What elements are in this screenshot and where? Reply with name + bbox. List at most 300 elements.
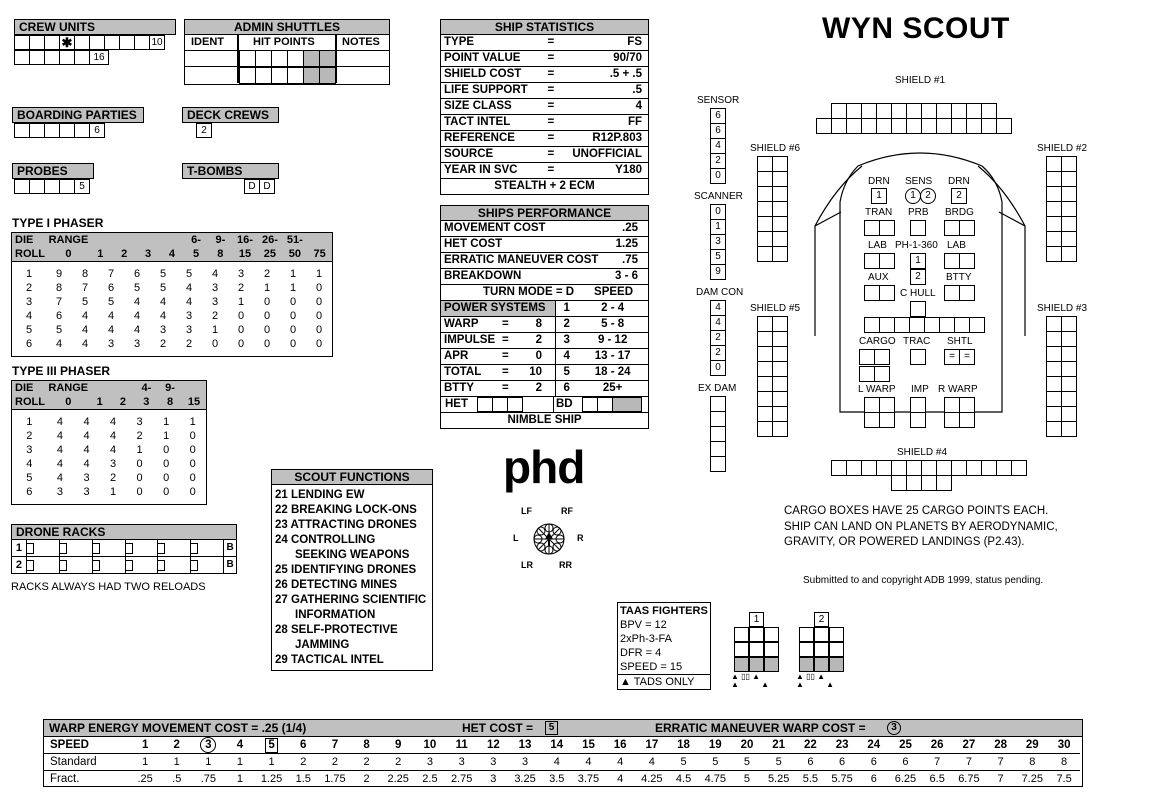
phaser-cell: 0 [315, 324, 323, 336]
phaser-cell: 4 [107, 324, 115, 336]
phaser-cell: 4 [25, 310, 33, 322]
shield-2-label: SHIELD #2 [1037, 143, 1088, 154]
phaser-row [12, 429, 206, 443]
boarding-parties-count: 6 [89, 123, 105, 138]
het-cost-label: HET COST = [462, 721, 534, 735]
phaser-row [12, 337, 332, 351]
phaser-cell: 4 [110, 444, 117, 456]
hit-points-cells [239, 50, 335, 84]
power-row [441, 365, 648, 381]
lwarp-label: L WARP [858, 384, 896, 395]
shield-box [772, 201, 788, 217]
power-row [441, 301, 648, 317]
phaser-cell: 4 [81, 324, 89, 336]
shield-box [1061, 171, 1077, 187]
drone-racks-box [11, 524, 237, 593]
phaser-cell: 3 [133, 338, 141, 350]
power-system [441, 349, 556, 365]
shield-box [772, 376, 788, 392]
phaser-header-cell: 75 [313, 248, 326, 260]
stat-key: TYPE [441, 35, 544, 51]
drone-rack-slot [191, 540, 224, 556]
crew-units-box [14, 19, 176, 65]
drone-rack-slot [158, 540, 191, 556]
movement-cell: 7 [934, 756, 941, 768]
damcon-track [710, 300, 726, 375]
track-box: 6 [710, 123, 726, 139]
phaser-cell: 6 [25, 338, 33, 350]
phaser-header-cell [136, 233, 160, 247]
phaser-cell: 1 [211, 324, 219, 336]
movement-cell: 1.75 [324, 773, 346, 785]
shield-box [921, 475, 937, 491]
phaser-header-cell: 2 [119, 396, 126, 408]
track-box: 2 [710, 345, 726, 361]
phaser-header-cell: 26- [261, 234, 278, 246]
stat-key: SIZE CLASS [441, 99, 544, 115]
phaser-cell: 0 [211, 338, 219, 350]
scanner-label: SCANNER [694, 191, 743, 202]
turn-mode-value: 2 [556, 317, 578, 333]
tbomb-dummy: D [244, 179, 260, 194]
ssd-box [879, 253, 895, 269]
fighter-box [814, 627, 829, 642]
track-box: 0 [710, 360, 726, 376]
movement-cell: 3 [426, 756, 433, 768]
shield-box [757, 186, 773, 202]
imp-label: IMP [911, 384, 929, 395]
ship-performance-table [440, 221, 649, 429]
power-row [441, 333, 648, 349]
phaser-cell: 8 [55, 282, 63, 294]
scout-function-item: 24 CONTROLLING [275, 534, 376, 546]
phaser-cell: 0 [163, 472, 170, 484]
taas-fighters-box [617, 602, 711, 690]
perf-key: ERRATIC MANEUVER COST [441, 253, 610, 269]
track-box: 0 [710, 204, 726, 220]
exdam-track [710, 396, 726, 471]
power-eq: = [502, 366, 509, 378]
phaser-cell: 5 [107, 296, 115, 308]
power-value: 2 [535, 334, 542, 346]
shield-box [921, 103, 937, 119]
fighter-box [829, 642, 844, 657]
movement-cell: 11 [455, 739, 468, 751]
lab-label: LAB [947, 240, 966, 251]
perf-value: 1.25 [610, 237, 648, 253]
phaser-header-cell: 9- [215, 234, 226, 246]
phaser-cell: 4 [83, 458, 90, 470]
drone-rack-number: 1 [12, 540, 27, 556]
phaser-cell: 1 [237, 296, 245, 308]
shield-box [966, 118, 982, 134]
crew-unit-box [14, 35, 30, 50]
phaser-header-cell: 0 [65, 396, 72, 408]
het-cost-value: 5 [545, 721, 558, 735]
ssd-box [959, 397, 975, 413]
movement-cell: 7 [331, 739, 339, 751]
movement-cell: 7 [997, 756, 1004, 768]
phaser-header-cell [111, 381, 134, 395]
stat-value: 90/70 [558, 51, 648, 67]
stat-row [441, 67, 648, 83]
cargo-box [874, 349, 890, 365]
shield-box [772, 156, 788, 172]
perf-key: HET COST [441, 237, 610, 253]
movement-cell: 5 [743, 773, 751, 785]
phaser-header-cell [307, 233, 332, 247]
turn-mode-value: 1 [556, 301, 578, 317]
movement-row-label: SPEED [50, 739, 89, 751]
ssd-box [910, 397, 926, 413]
scout-function-item: 29 TACTICAL INTEL [275, 654, 384, 666]
phaser-cell: 0 [237, 324, 245, 336]
ssd-box: 1 [910, 253, 926, 269]
fighter-box [829, 657, 844, 672]
arc-rr: RR [559, 560, 572, 570]
phaser-cell: 4 [56, 458, 64, 470]
movement-cell: 5.75 [831, 773, 853, 785]
movement-cell: 2 [331, 756, 339, 768]
shield-box [757, 156, 773, 172]
movement-cell: 15 [582, 739, 595, 751]
phaser-header-cell: 3 [145, 248, 152, 260]
notes-col: NOTES [342, 36, 380, 48]
track-box: 5 [710, 249, 726, 265]
perf-row [441, 253, 648, 269]
phaser-header-cell: RANGE [48, 234, 89, 246]
phaser-header-cell: 50 [288, 248, 301, 260]
aux-label: AUX [868, 272, 889, 283]
scout-function-item: 26 DETECTING MINES [275, 579, 398, 591]
perf-key: MOVEMENT COST [441, 221, 610, 237]
shield-box [1046, 246, 1062, 262]
boarding-parties-box [12, 107, 144, 138]
ssd-box [879, 397, 895, 413]
stat-eq: = [544, 99, 559, 115]
phaser-cell: 3 [185, 310, 193, 322]
perf-value: .75 [610, 253, 648, 269]
phaser-cell: 3 [110, 458, 117, 470]
perf-row [441, 221, 648, 237]
shield-4-label: SHIELD #4 [897, 447, 948, 458]
stat-value: FS [558, 35, 648, 51]
speed-range: 13 - 17 [577, 349, 648, 365]
boarding-parties-cells [14, 123, 144, 138]
stat-key: POINT VALUE [441, 51, 544, 67]
ssd-box [944, 285, 960, 301]
shield-6-label: SHIELD #6 [750, 143, 801, 154]
movement-row [44, 737, 1080, 754]
drone-rack-slot [60, 557, 93, 573]
phaser-header-cell: 9- [165, 382, 175, 394]
turn-mode-value: 3 [556, 333, 578, 349]
hull-box [894, 317, 910, 333]
phaser-header-cell: RANGE [48, 382, 89, 394]
phaser-cell: 0 [289, 296, 297, 308]
ssd-box [910, 412, 926, 428]
phaser-cell: 4 [211, 268, 219, 280]
movement-cell: 3.5 [549, 773, 565, 785]
shield-box [831, 103, 847, 119]
power-system [441, 381, 556, 397]
stat-eq: = [544, 83, 559, 99]
fighter-weapon-icons: ▲ ▯▯ ▲ [731, 672, 761, 681]
shield-box [831, 118, 847, 134]
phaser-header-cell: 1 [96, 396, 103, 408]
shield-box [906, 475, 922, 491]
phaser-cell: 1 [110, 486, 117, 498]
type1-phaser-body [12, 267, 332, 351]
phaser-header-cell: 15 [187, 396, 201, 408]
movement-cell: 26 [930, 739, 944, 751]
hull-box [909, 317, 925, 333]
ssd-box [959, 285, 975, 301]
shield-box [1061, 201, 1077, 217]
track-box: 3 [710, 234, 726, 250]
phaser-cell: 3 [237, 268, 245, 280]
shield-box [831, 460, 847, 476]
movement-cell: 4 [236, 739, 244, 751]
crew-unit-box [74, 35, 90, 50]
stat-eq: = [544, 115, 559, 131]
drone-rack-slot [158, 557, 191, 573]
phaser-cell: 0 [289, 324, 297, 336]
type3-phaser-table [11, 380, 207, 505]
movement-cost-rows [44, 737, 1080, 787]
movement-cell: 4 [617, 756, 624, 768]
shield-box [996, 118, 1012, 134]
warp-energy-cost: WARP ENERGY MOVEMENT COST = .25 (1/4) [49, 721, 307, 735]
movement-cell: 3 [490, 773, 497, 785]
ssd-box [959, 412, 975, 428]
stat-key: YEAR IN SVC [441, 163, 544, 179]
phaser-row [12, 281, 332, 295]
taas-line: 2xPh-3-FA [620, 633, 672, 645]
shield-box [772, 331, 788, 347]
phaser-header-cell: 3 [143, 396, 150, 408]
phaser-cell: 0 [315, 282, 323, 294]
prb-label: PRB [908, 207, 929, 218]
power-system [441, 317, 556, 333]
movement-cell [256, 737, 288, 754]
shield-box [1061, 186, 1077, 202]
track-box: 4 [710, 300, 726, 316]
ident-col: IDENT [191, 36, 224, 48]
crew-unit-box [104, 35, 120, 50]
shield-box [891, 103, 907, 119]
phaser-cell: 7 [107, 268, 115, 280]
shield-box [846, 118, 862, 134]
phaser-cell: 0 [163, 486, 170, 498]
scanner-track [710, 204, 726, 279]
movement-cell: 14 [550, 739, 564, 751]
drone-rack-slot [93, 540, 126, 556]
phaser-header-cell: 16- [237, 234, 253, 246]
power-eq: = [502, 334, 509, 346]
copyright-note: Submitted to and copyright ADB 1999, status pending. [803, 575, 1044, 586]
stat-row [441, 35, 648, 51]
phaser-cell: 0 [189, 458, 196, 470]
track-box: 1 [710, 219, 726, 235]
sensor-circle: 1 [905, 188, 921, 204]
phaser-header-cell [182, 381, 206, 395]
movement-cell: 22 [803, 739, 817, 751]
phaser-cell: 1 [263, 282, 271, 294]
movement-cell: 24 [867, 739, 881, 751]
phaser-cell: 5 [159, 282, 167, 294]
stat-value: .5 [558, 83, 648, 99]
lab-label: LAB [868, 240, 887, 251]
movement-cell: 21 [772, 739, 786, 751]
fighter-box [749, 627, 764, 642]
phaser-cell: 6 [107, 282, 115, 294]
movement-cell: 4.25 [641, 773, 663, 785]
ssd-box [879, 285, 895, 301]
shield-box [1046, 216, 1062, 232]
taas-line: DFR = 4 [620, 647, 662, 659]
phaser-cell: 3 [83, 486, 90, 498]
scout-function-item: 23 ATTRACTING DRONES [275, 519, 417, 531]
drone-rack-slot [27, 557, 60, 573]
phaser-row [12, 295, 332, 309]
movement-cost-table [43, 719, 1083, 787]
shield-box [951, 118, 967, 134]
crew-units-title: CREW UNITS [14, 19, 176, 35]
track-box [710, 411, 726, 427]
shield-3-label: SHIELD #3 [1037, 303, 1088, 314]
shield-1-label: SHIELD #1 [895, 75, 946, 86]
ssd-box [959, 220, 975, 236]
movement-cell: 5 [680, 756, 687, 768]
phaser-cell: 0 [315, 310, 323, 322]
power-key: TOTAL [444, 366, 482, 378]
phaser-cell: 4 [55, 338, 63, 350]
shtl-label: SHTL [947, 336, 973, 347]
track-box: 4 [710, 138, 726, 154]
phaser-cell: 0 [163, 444, 170, 456]
phaser-header-cell: DIE [15, 234, 34, 246]
phaser-header-cell: DIE [15, 382, 34, 394]
movement-cell: 4 [553, 756, 560, 768]
drone-rack-slot [60, 540, 93, 556]
phaser-header-cell: 6- [191, 234, 201, 246]
movement-row-label: Standard [50, 756, 97, 768]
fighter-tads-icons: ▲ ▲ [731, 680, 770, 689]
scout-function-item: 22 BREAKING LOCK-ONS [275, 504, 417, 516]
admin-shuttles-box [184, 19, 390, 85]
phaser-cell: 2 [159, 338, 167, 350]
movement-cell: 6.5 [929, 773, 945, 785]
track-box: 6 [710, 108, 726, 124]
movement-cell: 4.5 [675, 773, 692, 785]
movement-cell: .5 [172, 773, 182, 785]
phaser-cell: 4 [81, 338, 89, 350]
tbombs-title: T-BOMBS [182, 163, 279, 179]
phaser-cell: 3 [211, 296, 219, 308]
phaser-row [12, 415, 206, 429]
shield-box [757, 406, 773, 422]
shield-box [1046, 376, 1062, 392]
bd-label: BD [553, 397, 582, 412]
phaser-cell: 3 [185, 324, 193, 336]
shield-box [772, 406, 788, 422]
shield-box [1046, 421, 1062, 437]
drone-rack-slot [126, 540, 159, 556]
arc-l: L [513, 533, 519, 543]
track-box: 4 [710, 315, 726, 331]
het-label: HET [445, 398, 468, 410]
crew-unit-box [59, 50, 75, 65]
phaser-cell: 4 [159, 296, 167, 308]
phaser-header-cell: 8 [217, 248, 224, 260]
movement-cell: 2.25 [387, 773, 409, 785]
phaser-cell: 2 [136, 430, 143, 442]
drone-rack-b: B [226, 542, 234, 553]
phaser-cell: 0 [315, 338, 323, 350]
fighter-box [764, 657, 779, 672]
ssd-box [910, 349, 926, 365]
phaser-row [12, 457, 206, 471]
speed-range: 5 - 8 [577, 317, 648, 333]
fighter-box [799, 642, 814, 657]
movement-cell: 2 [395, 756, 402, 768]
ssd-box [864, 285, 880, 301]
phaser-cell: 4 [56, 444, 64, 456]
fighter-weapon-icons: ▲ ▯▯ ▲ [796, 672, 826, 681]
shield-box [1011, 460, 1027, 476]
track-box [710, 441, 726, 457]
probes-box [12, 163, 94, 194]
movement-cell: 5 [712, 756, 719, 768]
movement-cell: 7 [965, 756, 972, 768]
shield-box [936, 118, 952, 134]
shield-box [891, 460, 907, 476]
ship-statistics-title: SHIP STATISTICS [440, 19, 649, 35]
hull-box [969, 317, 985, 333]
stat-eq: = [544, 35, 559, 51]
shield-box [757, 361, 773, 377]
fighter-box [799, 627, 814, 642]
fighter-2-ssd [796, 612, 856, 692]
fighter-box [764, 627, 779, 642]
stat-value: Y180 [558, 163, 648, 179]
movement-cell: 13 [518, 739, 532, 751]
phaser-header-cell: 4 [168, 248, 176, 260]
stat-key: SHIELD COST [441, 67, 544, 83]
movement-cell: 1.25 [260, 773, 283, 785]
phaser-cell: 4 [83, 430, 90, 442]
movement-cell: 2.5 [422, 773, 438, 785]
scout-functions-list [271, 485, 433, 671]
phaser-header-cell: 0 [65, 248, 72, 260]
deck-crews-count: 2 [196, 123, 212, 138]
hit-points-col: HIT POINTS [253, 36, 315, 48]
phaser-cell: 6 [55, 310, 63, 322]
shield-box [1046, 361, 1062, 377]
shield-box [906, 103, 922, 119]
btty-label: BTTY [946, 272, 972, 283]
arc-lr: LR [521, 560, 533, 570]
phaser-cell: 2 [26, 430, 33, 442]
movement-cell [193, 737, 225, 754]
shield-box [1061, 246, 1077, 262]
shield-box [757, 421, 773, 437]
ssd-box [864, 220, 880, 236]
phaser-cell: 1 [289, 268, 297, 280]
stat-eq: = [544, 67, 559, 83]
phaser-cell: 2 [211, 310, 219, 322]
